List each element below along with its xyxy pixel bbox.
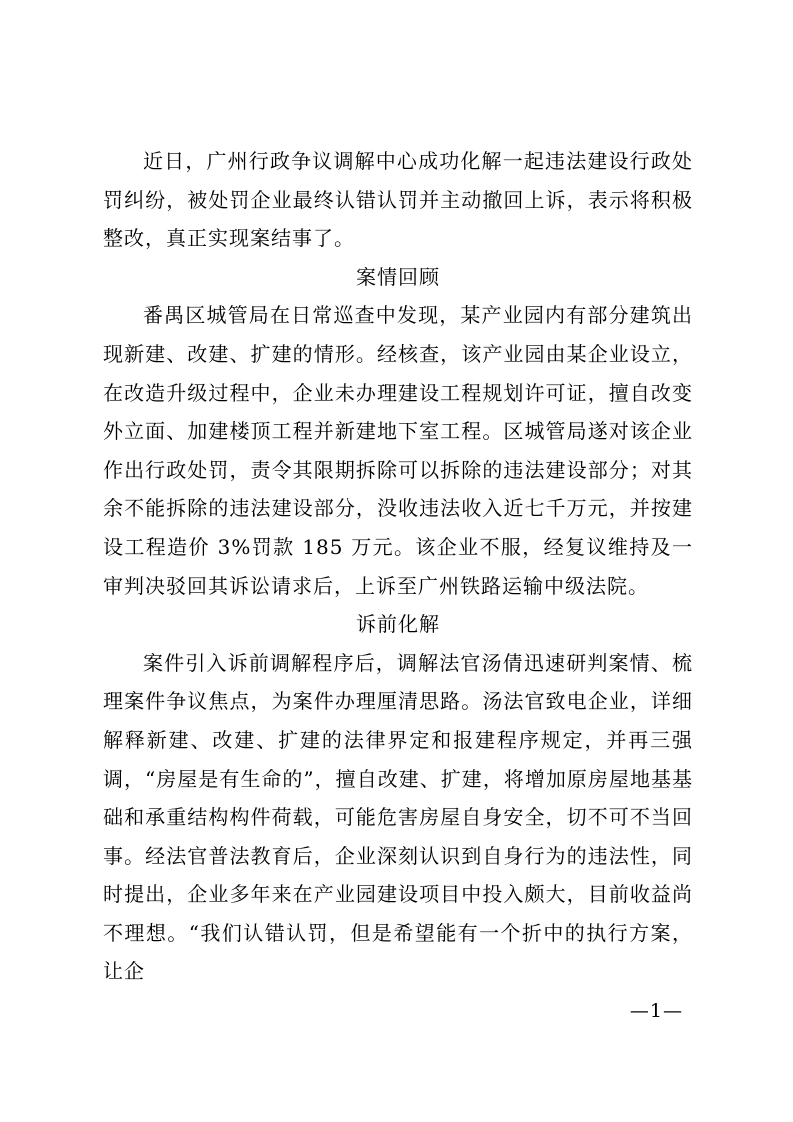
document-body bbox=[103, 142, 693, 991]
section-heading-case-review: 案情回顾 bbox=[356, 264, 440, 289]
section-heading-pre-litigation: 诉前化解 bbox=[356, 612, 440, 637]
case-review-paragraph: 番禺区城管局在日常巡查中发现，某产业园内有部分建筑出现新建、改建、扩建的情形。经核查，该产业园由某企业设立，在改造升级过程中，企业未办理建设工程规划许可证，擅自改变外立面、加建楼顶工程并新建地下室工程。区城管局遂对该企业作出行政处罚，责令其限期拆除可以拆除的违法建设部分；对其余不能拆除的违法建设部分，没收违法收入近七千万元，并按建设工程造价 3%罚款 185 万元。该企业不服，经复议维持及一审判决驳回其诉讼请求后，上诉至广州铁路运输中级法院。 bbox=[103, 303, 693, 598]
page-number: —1— bbox=[629, 1000, 683, 1022]
intro-paragraph: 近日，广州行政争议调解中心成功化解一起违法建设行政处罚纠纷，被处罚企业最终认错认罚并主动撤回上诉，表示将积极整改，真正实现案结事了。 bbox=[103, 149, 693, 251]
pre-litigation-paragraph: 案件引入诉前调解程序后，调解法官汤倩迅速研判案情、梳理案件争议焦点，为案件办理厘清思路。汤法官致电企业，详细解释新建、改建、扩建的法律界定和报建程序规定，并再三强调，“房屋是有生命的”，擅自改建、扩建，将增加原房屋地基基础和承重结构构件荷载，可能危害房屋自身安全，切不可不当回事。经法官普法教育后，企业深刻认识到自身行为的违法性，同时提出，企业多年来在产业园建设项目中投入颇大，目前收益尚不理想。“我们认错认罚，但是希望能有一个折中的执行方案，让企 bbox=[103, 650, 693, 984]
